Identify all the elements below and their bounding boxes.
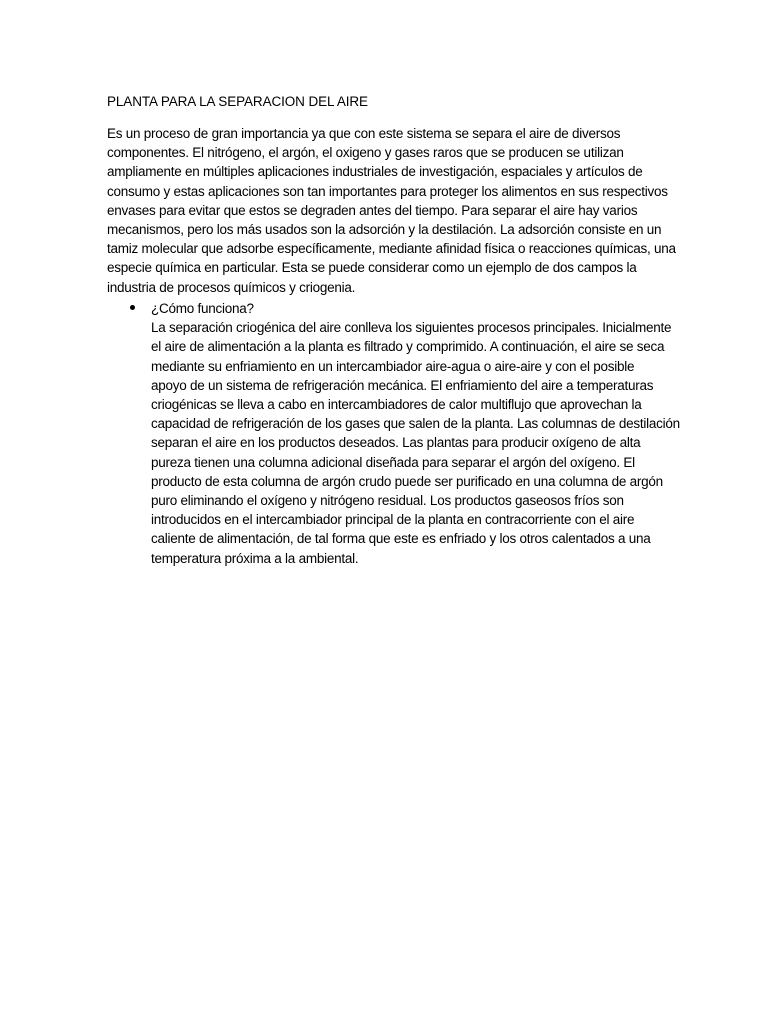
bullet-line: capacidad de refrigeración de los gases que salen de la planta. Las columnas de destilación [151, 416, 680, 432]
bullet-line: caliente de alimentación, de tal forma que este es enfriado y los otros calentados a una [151, 531, 651, 547]
bullet-line: La separación criogénica del aire conlleva los siguientes procesos principales. Inicialmente [151, 320, 672, 336]
paragraph-line: envases para evitar que estos se degraden antes del tiempo. Para separar el aire hay varios [107, 202, 638, 218]
intro-paragraph [107, 124, 676, 297]
bullet-item [151, 299, 691, 568]
paragraph-line: tamiz molecular que adsorbe específicamente, mediante afinidad física o reacciones químicas, una [107, 241, 676, 257]
bullet-line: separan el aire en los productos deseados. Las plantas para producir oxígeno de alta [151, 435, 641, 451]
bullet-line: apoyo de un sistema de refrigeración mecánica. El enfriamiento del aire a temperaturas [151, 377, 654, 393]
paragraph-line: mecanismos, pero los más usados son la adsorción y la destilación. La adsorción consiste en un [107, 222, 662, 238]
bullet-line: temperatura próxima a la ambiental. [151, 550, 359, 566]
paragraph-line: industria de procesos químicos y criogenia. [107, 279, 356, 295]
bullet-line: criogénicas se lleva a cabo en intercambiadores de calor multiflujo que aprovechan la [151, 397, 642, 413]
bullet-line: puro eliminando el oxígeno y nitrógeno residual. Los productos gaseosos fríos son [151, 493, 624, 509]
paragraph-line: componentes. El nitrógeno, el argón, el oxigeno y gases raros que se producen se utilizan [107, 145, 624, 161]
bullet-icon [130, 305, 135, 310]
bullet-line: pureza tienen una columna adicional diseñada para separar el argón del oxígeno. El [151, 454, 635, 470]
bullet-line: producto de esta columna de argón crudo puede ser purificado en una columna de argón [151, 473, 663, 489]
document-title: PLANTA PARA LA SEPARACION DEL AIRE [107, 94, 368, 109]
bullet-line: el aire de alimentación a la planta es filtrado y comprimido. A continuación, el aire se seca [151, 339, 665, 355]
paragraph-line: consumo y estas aplicaciones son tan importantes para proteger los alimentos en sus respectivos [107, 183, 668, 199]
bullet-heading: ¿Cómo funciona? [151, 301, 254, 316]
paragraph-line: especie química en particular. Esta se puede considerar como un ejemplo de dos campos la [107, 260, 637, 276]
paragraph-line: Es un proceso de gran importancia ya que con este sistema se separa el aire de diversos [107, 126, 621, 141]
bullet-line: introducidos en el intercambiador principal de la planta en contracorriente con el aire [151, 512, 635, 528]
paragraph-line: ampliamente en múltiples aplicaciones industriales de investigación, espaciales y artículos de [107, 164, 643, 180]
bullet-line: mediante su enfriamiento en un intercambiador aire-agua o aire-aire y con el posible [151, 358, 635, 374]
